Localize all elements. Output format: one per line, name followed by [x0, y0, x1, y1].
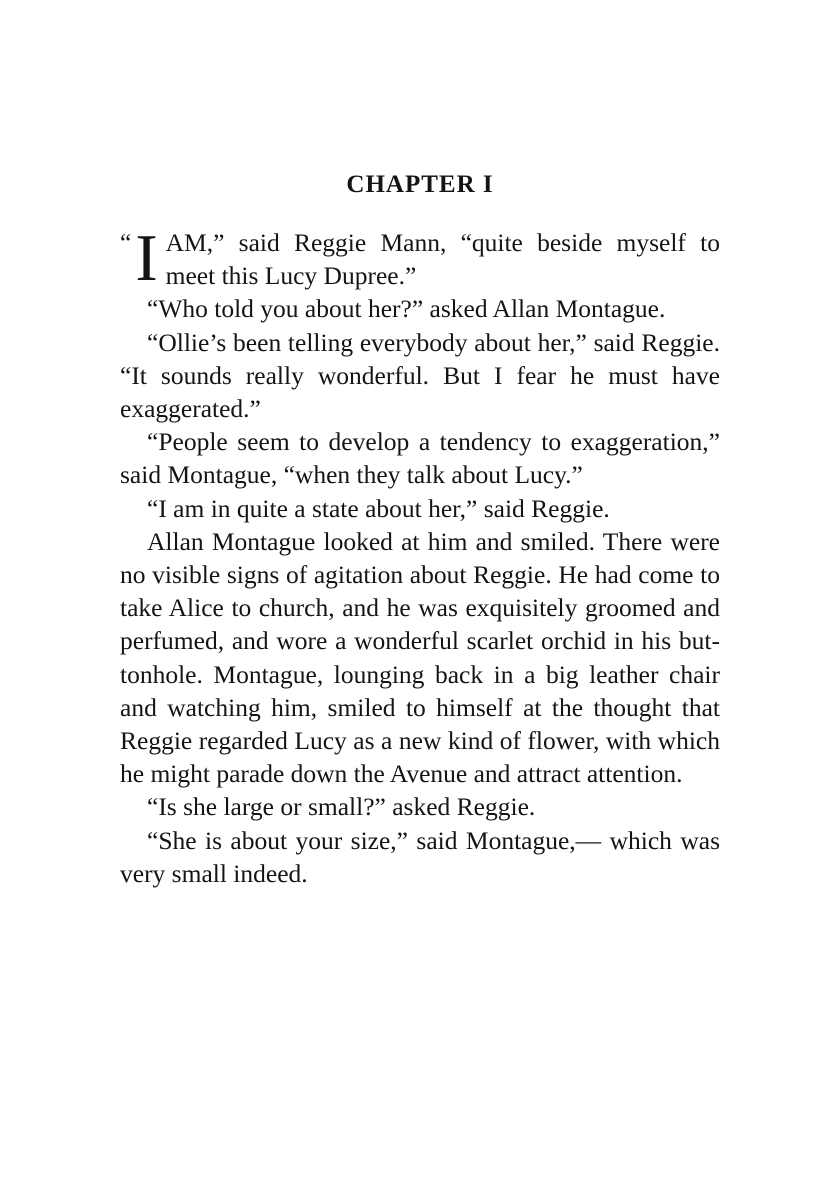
paragraph-1: [120, 221, 720, 295]
paragraph-6: Allan Montague looked at him and smiled. There were no visible signs of agitation about Reggie. He had come to take Alice to church, and he was exquisitely groomed and perfumed, and wore a wonderful scarlet orchid in his buttonhole. Montague, lounging back in a big leather chair and watching him, smiled to himself at the thought that Reggie regarded Lucy as a new kind of flower, with which he might parade down the Avenue and attract attention.: [120, 526, 720, 789]
paragraph-2: “Who told you about her?” asked Allan Montague.: [147, 294, 666, 324]
paragraph-3: “Ollie’s been telling everybody about her,” said Reggie. “It sounds really wonderful. But I fear he must have exaggerated.”: [120, 327, 720, 424]
opening-quote: “: [120, 228, 132, 257]
paragraph-1-text: AM,” said Reggie Mann, “quite beside myself to meet this Lucy Dupree.”: [165, 228, 720, 291]
paragraph-7: “Is she large or small?” asked Reggie.: [147, 792, 536, 822]
drop-cap-letter: I: [135, 221, 158, 295]
paragraph-8: “She is about your size,” said Montague,— which was very small indeed.: [120, 825, 720, 888]
chapter-title: CHAPTER I: [346, 171, 494, 198]
dropcap-block: [120, 221, 158, 295]
paragraph-4: “People seem to develop a tendency to exaggeration,” said Montague, “when they talk about Lucy.”: [120, 427, 720, 490]
paragraph-5: “I am in quite a state about her,” said Reggie.: [147, 493, 610, 523]
book-page: [120, 168, 720, 890]
